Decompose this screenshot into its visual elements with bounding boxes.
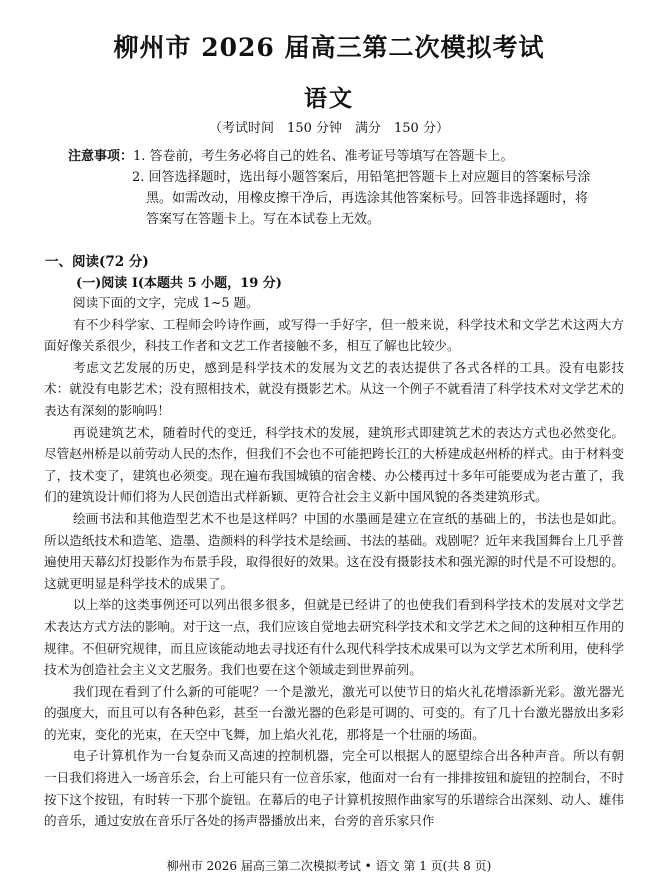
reading-passage — [44, 292, 624, 832]
notes-label: 注意事项： — [68, 149, 134, 164]
notes-row-1 — [68, 146, 628, 167]
section-heading: 一、阅读(72 分) — [45, 254, 149, 270]
passage-paragraph: 绘画书法和其他造型艺术不也是这样吗？中国的水墨画是建立在宣纸的基础上的，书法也是如此。所以造纸技术和造笔、造墨、造颜料的科学技术是绘画、书法的基础。戏剧呢？近年来我国舞台上几乎普遍使用天幕幻灯投影作为布景手段，取得很好的效果。这在没有摄影技术和强光源的时代是不可设想的。这就更明显是科学技术的成果了。 — [44, 510, 624, 591]
exam-time-info: （考试时间 150 分钟 满分 150 分） — [209, 121, 449, 136]
page-footer: 柳州市 2026 届高三第二次模拟考试 • 语文 第 1 页(共 8 页) — [166, 859, 492, 873]
notes-item-2-line-1: 2. 回答选择题时，选出每小题答案后，用铅笔把答题卡上对应题目的答案标号涂 — [132, 170, 591, 185]
passage-paragraph: 以上举的这类事例还可以列出很多很多，但就是已经讲了的也使我们看到科学技术的发展对文学艺术表达方式方法的影响。对于这一点，我们应该自觉地去研究科学技术和文学艺术之间的这种相互作用的规律。不但研究规律，而且应该能动地去寻找还有什么现代科学技术成果可以为文学艺术所利用，使科学技术为创造社会主义文艺服务。我们也要在这个领域走到世界前列。 — [44, 597, 624, 678]
passage-paragraph: 我们现在看到了什么新的可能呢？一个是激光，激光可以使节日的焰火礼花增添新光彩。激光器光的强度大，而且可以有各种色彩，甚至一台激光器的色彩是可调的、可变的。有了几十台激光器放出多彩的光束，变化的光束，在天空中飞舞，加上焰火礼花，那将是一个壮丽的场面。 — [44, 683, 624, 742]
exam-title: 柳州市 2026 届高三第二次模拟考试 — [113, 33, 545, 62]
passage-paragraph: 有不少科学家、工程师会吟诗作画，或写得一手好字，但一般来说，科学技术和文学艺术这两大方面好像关系很少，科技工作者和文艺工作者接触不多，相互了解也比较少。 — [44, 316, 624, 354]
exam-notes — [68, 146, 628, 230]
subject-title: 语文 — [304, 85, 354, 112]
sub-section-heading: (一)阅读 I(本题共 5 小题，19 分) — [76, 276, 282, 291]
passage-paragraph: 电子计算机作为一台复杂而又高速的控制机器，完全可以根据人的愿望综合出各种声音。所以有朝一日我们将进入一场音乐会，台上可能只有一位音乐家，他面对一台有一排排按钮和旋钮的控制台，不时按下这个按钮，有时转一下那个旋钮。在幕后的电子计算机按照作曲家写的乐谱综合出深刻、动人、雄伟的音乐，通过安放在音乐厅各处的扬声器播放出来，台旁的音乐家只作 — [44, 748, 624, 829]
passage-paragraph: 再说建筑艺术，随着时代的变迁，科学技术的发展，建筑形式即建筑艺术的表达方式也必然变化。尽管赵州桥是以前劳动人民的杰作，但我们不会也不可能把跨长江的大桥建成赵州桥的样式。由于材料变了，技术变了，建筑也必须变。现在遍布我国城镇的宿舍楼、办公楼再过十多年可能要成为老古董了，我们的建筑设计师们将为人民创造出式样新颖、更符合社会主义新中国风貌的各类建筑形式。 — [44, 424, 624, 505]
passage-instruction: 阅读下面的文字，完成 1~5 题。 — [72, 295, 259, 310]
notes-item-2-line-2: 黑。如需改动，用橡皮擦干净后，再选涂其他答案标号。回答非选择题时，将 — [146, 191, 589, 206]
notes-item-2-line-3: 答案写在答题卡上。写在本试卷上无效。 — [146, 212, 381, 227]
passage-paragraph: 考虑文艺发展的历史，感到是科学技术的发展为文艺的表达提供了各式各样的工具。没有电影技术：就没有电影艺术；没有照相技术，就没有摄影艺术。从这一个例子不就看清了科学技术对文学艺术的表达有深刻的影响吗！ — [44, 359, 624, 418]
notes-item-1: 1. 答卷前，考生务必将自己的姓名、准考证号等填写在答题卡上。 — [133, 149, 514, 164]
